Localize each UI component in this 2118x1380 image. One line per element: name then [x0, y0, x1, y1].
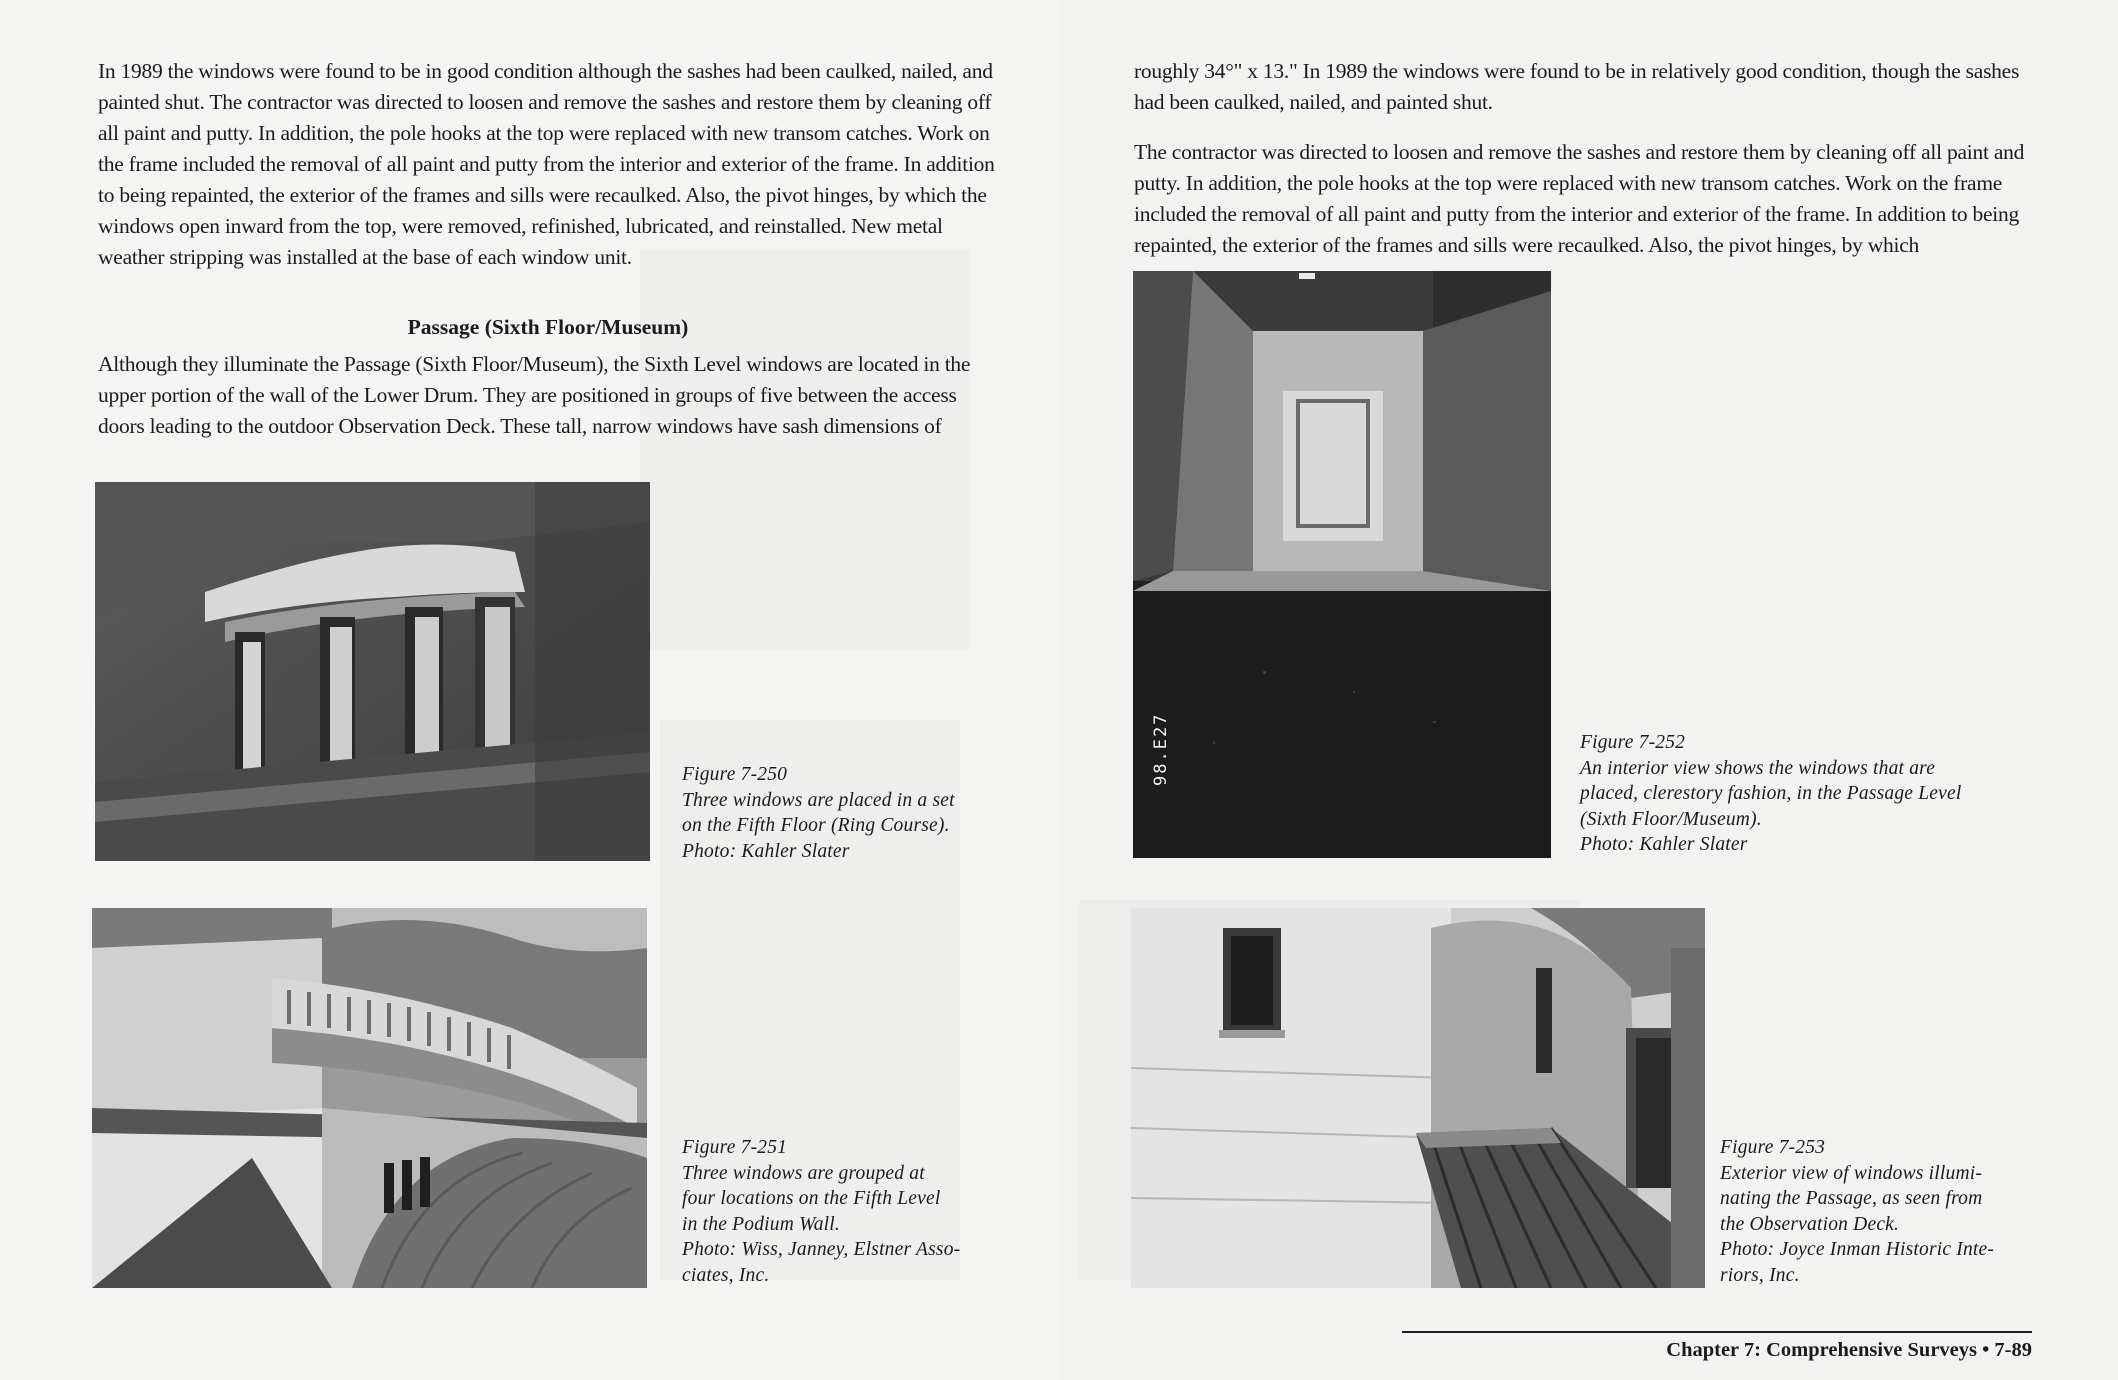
figure-7-252-image: [1133, 271, 1551, 858]
caption-line: Photo: Kahler Slater: [682, 840, 850, 862]
figure-7-250-image: [95, 482, 650, 861]
caption-line: ciates, Inc.: [682, 1264, 770, 1286]
caption-line: four locations on the Fifth Level: [682, 1188, 941, 1209]
caption-line: Three windows are grouped at: [682, 1162, 925, 1184]
footer-rule: [1402, 1331, 2032, 1333]
right-paragraph-2: The contractor was directed to loosen and remove the sashes and restore them by cleaning off all paint and putty. In addition, the pole hooks at the top were replaced with new transom catches. Work on the frame included the removal of all paint and putty from the interior and exterior of the frame. In addition to being repainted, the exterior of the frames and sills were recaulked. Also, the pivot hinges, by which: [1134, 140, 2025, 257]
figure-7-252-caption: [1580, 730, 2020, 858]
caption-line: Photo: Wiss, Janney, Elstner Asso-: [682, 1239, 961, 1260]
figure-label: Figure 7-250: [682, 764, 788, 785]
figure-7-253-caption: [1720, 1135, 2030, 1288]
caption-line: on the Fifth Floor (Ring Course).: [682, 815, 950, 836]
figure-7-250-caption: [682, 762, 1012, 864]
intro-paragraph: In 1989 the windows were found to be in good condition although the sashes had been caulked, nailed, and painted shut. The contractor was directed to loosen and remove the sashes and restore them by cleaning off all paint and putty. In addition, the pole hooks at the top were replaced with new transom catches. Work on the frame included the removal of all paint and putty from the interior and exterior of the frame. In addition to being repainted, the exterior of the frames and sills were recaulked. Also, the pivot hinges, by which the windows open inward from the top, were removed, refinished, lubricated, and reinstalled. New metal weather stripping was installed at the base of each window unit.: [98, 59, 995, 269]
caption-line: placed, clerestory fashion, in the Passage Level: [1580, 783, 1962, 804]
figure-label: Figure 7-251: [682, 1137, 788, 1158]
section-paragraph: Although they illuminate the Passage (Sixth Floor/Museum), the Sixth Level windows are located in the upper portion of the wall of the Lower Drum. They are positioned in groups of five between the access doors leading to the outdoor Observation Deck. These tall, narrow windows have sash dimensions of: [98, 352, 971, 438]
caption-line: An interior view shows the windows that are: [1580, 757, 1936, 779]
caption-line: Photo: Joyce Inman Historic Inte-: [1720, 1239, 1995, 1260]
page-footer: Chapter 7: Comprehensive Surveys • 7-89: [1666, 1339, 2032, 1361]
right-paragraph-1: roughly 34°" x 13." In 1989 the windows were found to be in relatively good condition, though the sashes had been caulked, nailed, and painted shut.: [1134, 59, 2020, 114]
figure-label: Figure 7-252: [1580, 732, 1686, 753]
bleed-through-shadow: [640, 250, 970, 650]
caption-line: (Sixth Floor/Museum).: [1580, 808, 1762, 830]
caption-line: Three windows are placed in a set: [682, 789, 955, 811]
figure-7-251-photo: [92, 908, 647, 1288]
caption-line: nating the Passage, as seen from: [1720, 1188, 1983, 1209]
caption-line: Exterior view of windows illumi-: [1720, 1162, 1983, 1184]
figure-label: Figure 7-253: [1720, 1137, 1826, 1158]
figure-7-251-image: [92, 908, 647, 1288]
photo-stamp: 98.E27: [1151, 712, 1171, 786]
caption-line: Photo: Kahler Slater: [1580, 834, 1748, 855]
section-heading: Passage (Sixth Floor/Museum): [407, 315, 689, 339]
figure-7-253-image: [1131, 908, 1705, 1288]
caption-line: riors, Inc.: [1720, 1264, 1800, 1286]
caption-line: in the Podium Wall.: [682, 1213, 840, 1235]
figure-7-253-photo: [1131, 908, 1705, 1288]
figure-7-252-photo: [1133, 271, 1551, 858]
figure-7-250-photo: [95, 482, 650, 861]
caption-line: the Observation Deck.: [1720, 1213, 1900, 1235]
figure-7-251-caption: [682, 1135, 1012, 1288]
